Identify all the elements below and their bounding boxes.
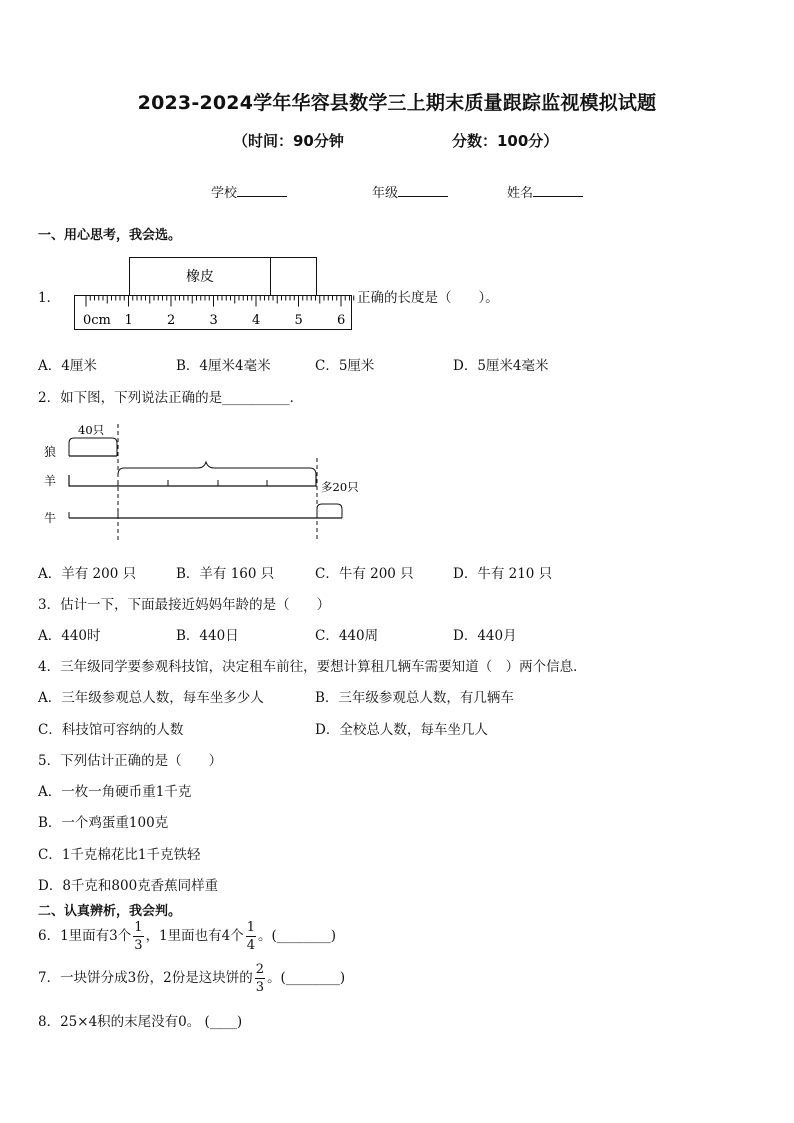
- fraction-numerator: 2: [255, 962, 265, 977]
- q3-option-d: D．440月: [453, 628, 517, 644]
- fraction-denominator: 4: [246, 938, 256, 953]
- q6-line: [38, 921, 336, 952]
- q1-option-d: D．5厘米4毫米: [453, 358, 549, 374]
- q5-option-d: D．8千克和800克香蕉同样重: [38, 878, 219, 894]
- ruler-label: 6: [337, 313, 346, 328]
- q3-option-b: B．440日: [176, 628, 239, 644]
- exam-time: （时间：90分钟: [233, 132, 344, 150]
- wolf-brace: [69, 438, 117, 456]
- row-label-wolf: 狼: [44, 445, 57, 459]
- ruler-label: 4: [252, 313, 261, 328]
- q4-option-c: C．科技馆可容纳的人数: [38, 722, 184, 738]
- label-40: 40只: [78, 423, 105, 437]
- q7-line: [38, 963, 345, 994]
- extra-brace: [317, 504, 342, 517]
- grade-field: [372, 182, 448, 201]
- q4-text: 4．三年级同学要参观科技馆，决定租车前往，要想计算租几辆车需要知道（ ）两个信息．: [38, 659, 587, 675]
- name-blank: [533, 184, 583, 197]
- label-more-20: 多20只: [321, 480, 359, 494]
- fraction-denominator: 3: [134, 938, 143, 953]
- section-2-title: 二、认真辨析，我会判。: [38, 904, 182, 919]
- q7-part-1: 7．一块饼分成3份，2份是这块饼的: [38, 970, 253, 986]
- school-blank: [237, 184, 287, 197]
- school-label: 学校: [211, 186, 238, 201]
- q7-part-2: 。(________): [267, 970, 346, 986]
- sheep-bar: [69, 475, 316, 486]
- q2-option-a: A．羊有 200 只: [38, 566, 137, 582]
- fraction-denominator: 3: [255, 980, 265, 995]
- q4-option-a: A．三年级参观总人数，每车坐多少人: [38, 690, 264, 706]
- sheep-brace: [118, 462, 316, 475]
- quantity-diagram: [38, 418, 378, 546]
- name-field: [507, 182, 583, 201]
- row-label-cow: 牛: [44, 511, 57, 525]
- q5-option-b: B．一个鸡蛋重100克: [38, 815, 169, 831]
- q6-part-2: ，1里面也有4个: [145, 928, 244, 944]
- name-label: 姓名: [507, 186, 534, 201]
- q4-option-b: B．三年级参观总人数，有几辆车: [315, 690, 514, 706]
- q1-option-c: C．5厘米: [315, 358, 375, 374]
- q1-option-b: B．4厘米4毫米: [176, 358, 271, 374]
- q2-text: 2．如下图，下列说法正确的是__________．: [38, 390, 304, 406]
- ruler-label: 3: [209, 313, 218, 328]
- q3-option-a: A．440时: [38, 628, 101, 644]
- fraction-two-thirds: [255, 963, 265, 994]
- fraction-one-third: [133, 921, 143, 952]
- exam-title: 2023-2024学年华容县数学三上期末质量跟踪监视模拟试题: [137, 92, 657, 114]
- fraction-numerator: 1: [134, 920, 143, 935]
- q1-option-a: A．4厘米: [38, 358, 97, 374]
- fraction-numerator: 1: [246, 920, 256, 935]
- grade-label: 年级: [372, 186, 399, 201]
- q5-option-a: A．一枚一角硬币重1千克: [38, 784, 192, 800]
- grade-blank: [398, 184, 448, 197]
- school-field: [211, 182, 287, 201]
- fraction-one-fourth: [246, 921, 256, 952]
- q5-text: 5．下列估计正确的是（ ）: [38, 753, 223, 769]
- exam-score: 分数：100分）: [452, 132, 559, 150]
- eraser-shape: [130, 258, 317, 298]
- section-1-title: 一、用心思考，我会选。: [38, 228, 182, 243]
- ruler-label: 2: [167, 313, 176, 328]
- q2-option-d: D．牛有 210 只: [453, 566, 553, 582]
- q3-text: 3．估计一下，下面最接近妈妈年龄的是（ ）: [38, 597, 331, 613]
- q6-part-3: 。(________): [258, 928, 337, 944]
- eraser-label: 橡皮: [186, 269, 214, 285]
- ruler-label: 5: [294, 313, 303, 328]
- q6-part-1: 6．1里面有3个: [38, 928, 132, 944]
- q8-text: 8．25×4积的末尾没有0。 (____): [38, 1014, 243, 1030]
- q5-option-c: C．1千克棉花比1千克铁轻: [38, 847, 201, 863]
- ruler-label: 0cm: [83, 313, 111, 328]
- q1-number: 1．: [38, 290, 61, 306]
- q2-option-b: B．羊有 160 只: [176, 566, 275, 582]
- q3-option-c: C．440周: [315, 628, 379, 644]
- q4-option-d: D．全校总人数，每车坐几人: [315, 722, 488, 738]
- q1-text: 正确的长度是（ ）。: [357, 290, 499, 306]
- q2-option-c: C．牛有 200 只: [315, 566, 414, 582]
- ruler-label: 1: [124, 313, 133, 328]
- row-label-sheep: 羊: [44, 474, 57, 488]
- ruler-figure: [72, 255, 357, 333]
